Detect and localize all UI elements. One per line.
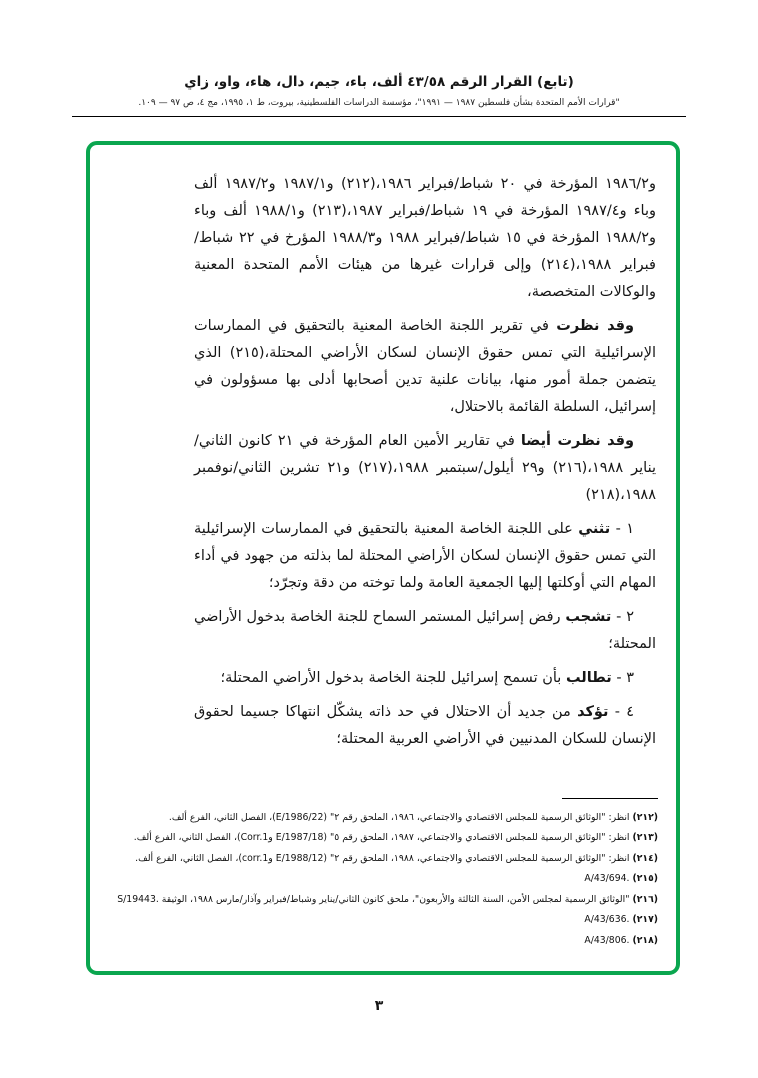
footnote-text: انظر: "الوثائق الرسمية للمجلس الاقتصادي والاجتماعي، ١٩٨٦، الملحق رقم ٢" (E/1986/22)، الفصل الثاني، الفرع ألف. — [168, 811, 630, 823]
paragraph-text: في تقرير اللجنة الخاصة المعنية بالتحقيق في الممارسات الإسرائيلية التي تمس حقوق الإنسان لسكان الأراضي المحتلة،(٢١٥) الذي يتضمن جملة أمور منها، بيانات علنية تدين أصحابها أدلى بها مسؤولون في إسرائيل، السلطة القائمة بالاحتلال، — [194, 318, 656, 415]
footnote-214 — [104, 849, 658, 870]
item-number: ٣ - — [611, 670, 634, 686]
footnote-217 — [104, 910, 658, 931]
footnote-marker: (٢١٤) — [632, 852, 658, 864]
footnote-text: انظر: "الوثائق الرسمية للمجلس الاقتصادي والاجتماعي، ١٩٨٧، الملحق رقم ٥" (E/1987/18 وCorr.1)، الفصل الثاني، الفرع ألف. — [133, 832, 630, 843]
body-paragraph — [194, 313, 656, 421]
footnote-marker: (٢١٦) — [632, 893, 658, 905]
document-header — [0, 74, 758, 117]
document-title: (تابع) القرار الرقم ٤٣/٥٨ ألف، باء، جيم، دال، هاء، واو، زاي — [184, 74, 574, 90]
paragraph-text: بأن تسمح إسرائيل للجنة الخاصة بدخول الأراضي المحتلة؛ — [220, 670, 566, 686]
paragraph-lead: تؤكد — [577, 704, 609, 720]
footnote-text: A/43/636.‎ — [584, 914, 630, 925]
item-number: ٤ - — [608, 704, 634, 720]
paragraph-text: في تقارير الأمين العام المؤرخة في ٢١ كانون الثاني/يناير ١٩٨٨،(٢١٦) و٢٩ أيلول/سبتمبر ١٩٨٨،(٢١٧) و٢١ تشرين الثاني/نوفمبر ١٩٨٨،(٢١٨) — [194, 433, 656, 503]
paragraph-text: من جديد أن الاحتلال في حد ذاته يشكّل انتهاكا جسيما لحقوق الإنسان للسكان المدنيين في الأراضي العربية المحتلة؛ — [194, 704, 656, 747]
body-paragraph-item-3 — [194, 665, 656, 692]
document-source-line: "قرارات الأمم المتحدة بشأن فلسطين ١٩٨٧ — ١٩٩١"، مؤسسة الدراسات الفلسطينية، بيروت، ط ١، ١٩٩٥، مج ٤، ص ٩٧ — ١٠٩. — [138, 98, 620, 108]
footnote-text: A/43/694.‎ — [584, 873, 630, 884]
footnote-text: انظر: "الوثائق الرسمية للمجلس الاقتصادي والاجتماعي، ١٩٨٨، الملحق رقم ٢" (E/1988/12 وcorr.1)، الفصل الثاني، الفرع ألف. — [135, 852, 630, 864]
paragraph-lead: تطالب — [565, 670, 612, 686]
body-paragraph-item-1 — [194, 516, 656, 597]
body-paragraph-item-2 — [194, 604, 656, 658]
paragraph-lead: وقد نظرت أيضا — [520, 433, 634, 449]
footnote-215 — [104, 869, 658, 890]
footnote-marker: (٢١٥) — [632, 873, 658, 884]
content-frame — [86, 141, 680, 975]
footnote-marker: (٢١٢) — [632, 811, 658, 823]
footnote-divider — [562, 798, 658, 799]
footnote-text: "الوثائق الرسمية لمجلس الأمن، السنة الثالثة والأربعون"، ملحق كانون الثاني/يناير وشباط/فبراير وآذار/مارس ١٩٨٨، الوثيقة S/19443.‎ — [117, 893, 630, 905]
footnote-216 — [104, 890, 658, 911]
paragraph-text: على اللجنة الخاصة المعنية بالتحقيق في الممارسات الإسرائيلية التي تمس حقوق الإنسان لسكان الأراضي المحتلة لما بذلته من جهود في أداء المهام التي أوكلتها إليها الجمعية العامة ولما توخته من دقة وتجرّد؛ — [194, 521, 656, 591]
item-number: ٢ - — [611, 609, 634, 625]
footnote-marker: (٢١٧) — [632, 914, 658, 925]
paragraph-text: و١٩٨٦/٢ المؤرخة في ٢٠ شباط/فبراير ١٩٨٦،(٢١٢) و١٩٨٧/١ و١٩٨٧/٢ ألف وباء و١٩٨٧/٤ المؤرخة في ١٩ شباط/فبراير ١٩٨٧،(٢١٣) و١٩٨٨/١ ألف وباء و١٩٨٨/٢ المؤرخة في ١٥ شباط/فبراير ١٩٨٨ و١٩٨٨/٣ المؤرخ في ٢٢ شباط/فبراير ١٩٨٨،(٢١٤) وإلى قرارات غيرها من هيئات الأمم المتحدة المعنية والوكالات المتخصصة، — [194, 176, 657, 300]
paragraph-lead: تشجب — [565, 609, 612, 625]
footnote-text: A/43/806.‎ — [584, 934, 630, 946]
body-paragraph — [194, 428, 656, 509]
resolution-body — [90, 145, 676, 760]
body-paragraph-item-4 — [194, 699, 656, 753]
paragraph-text: رفض إسرائيل المستمر السماح للجنة الخاصة بدخول الأراضي المحتلة؛ — [194, 609, 656, 652]
footnotes-section — [90, 798, 676, 972]
footnote-218 — [104, 931, 658, 952]
footnote-marker: (٢١٨) — [632, 934, 658, 946]
footnote-marker: (٢١٣) — [632, 832, 658, 843]
footnote-212 — [104, 808, 658, 829]
header-divider — [72, 116, 686, 117]
footnote-213 — [104, 828, 658, 849]
page-number: ٣ — [374, 998, 384, 1014]
paragraph-lead: وقد نظرت — [556, 318, 634, 334]
body-paragraph — [194, 171, 656, 306]
item-number: ١ - — [610, 521, 634, 537]
paragraph-lead: تثني — [578, 521, 611, 537]
